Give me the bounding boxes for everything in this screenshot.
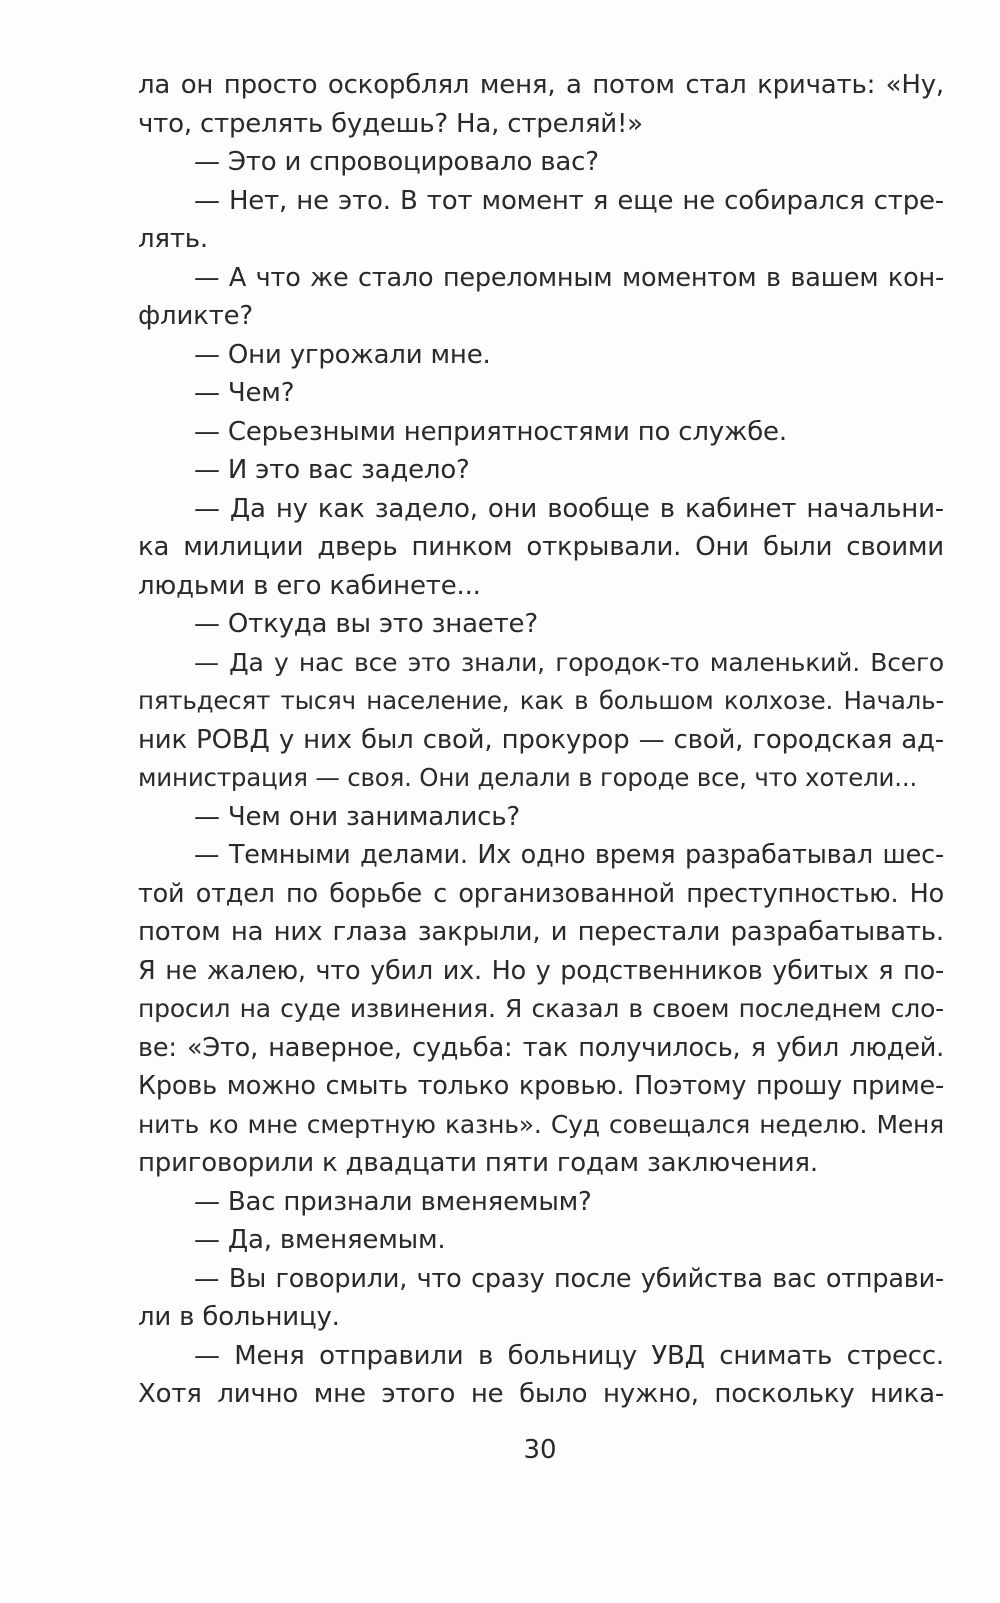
text-line: ник РОВД у них был свой, прокурор — свой, городская ад- xyxy=(138,724,944,755)
page-number: 30 xyxy=(523,1435,557,1465)
text-line: — Они угрожали мне. xyxy=(194,339,491,370)
text-line: нить ко мне смертную казнь». Суд совещался неделю. Меня xyxy=(138,1109,944,1139)
text-line: — Серьезными неприятностями по службе. xyxy=(194,416,787,447)
text-line: — А что же стало переломным моментом в вашем кон- xyxy=(194,262,944,293)
text-line: что, стрелять будешь? На, стреляй!» xyxy=(138,108,643,139)
text-line: Хотя лично мне этого не было нужно, поскольку ника- xyxy=(138,1379,944,1409)
text-line: лять. xyxy=(138,224,208,254)
text-line: — Да у нас все это знали, городок-то маленький. Всего xyxy=(194,647,944,677)
text-line: — Это и спровоцировало вас? xyxy=(194,147,599,177)
text-line: — Чем они занимались? xyxy=(194,801,520,832)
text-line: — Вас признали вменяемым? xyxy=(194,1186,592,1217)
text-line: — Да, вменяемым. xyxy=(194,1225,446,1255)
text-line: — Чем? xyxy=(194,378,295,408)
text-line: — Нет, не это. В тот момент я еще не собирался стре- xyxy=(194,185,944,216)
text-line: — Меня отправили в больницу УВД снимать стресс. xyxy=(194,1340,944,1371)
text-line: просил на суде извинения. Я сказал в своем последнем сло- xyxy=(138,994,944,1023)
text-line: — И это вас задело? xyxy=(194,455,470,485)
text-line: пятьдесят тысяч население, как в большом колхозе. Началь- xyxy=(138,686,944,715)
text-line: Я не жалею, что убил их. Но у родственников убитых я по- xyxy=(138,955,944,986)
text-line: — Откуда вы это знаете? xyxy=(194,609,538,639)
text-line: ли в больницу. xyxy=(138,1302,340,1332)
text-line: той отдел по борьбе с организованной преступностью. Но xyxy=(138,878,944,909)
text-line: — Вы говорили, что сразу после убийства вас отправи- xyxy=(194,1263,944,1294)
text-line: Кровь можно смыть только кровью. Поэтому прошу приме- xyxy=(138,1071,944,1101)
text-line: людьми в его кабинете... xyxy=(138,570,481,601)
text-line: приговорили к двадцати пяти годам заключения. xyxy=(138,1148,818,1178)
text-line: ка милиции дверь пинком открывали. Они были своими xyxy=(138,532,944,562)
text-line: ве: «Это, наверное, судьба: так получилось, я убил людей. xyxy=(138,1032,944,1063)
text-line: министрация — своя. Они делали в городе все, что хотели... xyxy=(138,763,918,792)
text-line: потом на них глаза закрыли, и перестали разрабатывать. xyxy=(138,917,944,947)
text-line: — Да ну как задело, они вообще в кабинет начальни- xyxy=(194,493,944,524)
body-text xyxy=(138,66,944,1414)
text-line: фликте? xyxy=(138,301,253,331)
text-line: ла он просто оскорблял меня, а потом стал кричать: «Ну, xyxy=(138,70,944,100)
text-line: — Темными делами. Их одно время разрабатывал шес- xyxy=(194,840,944,870)
